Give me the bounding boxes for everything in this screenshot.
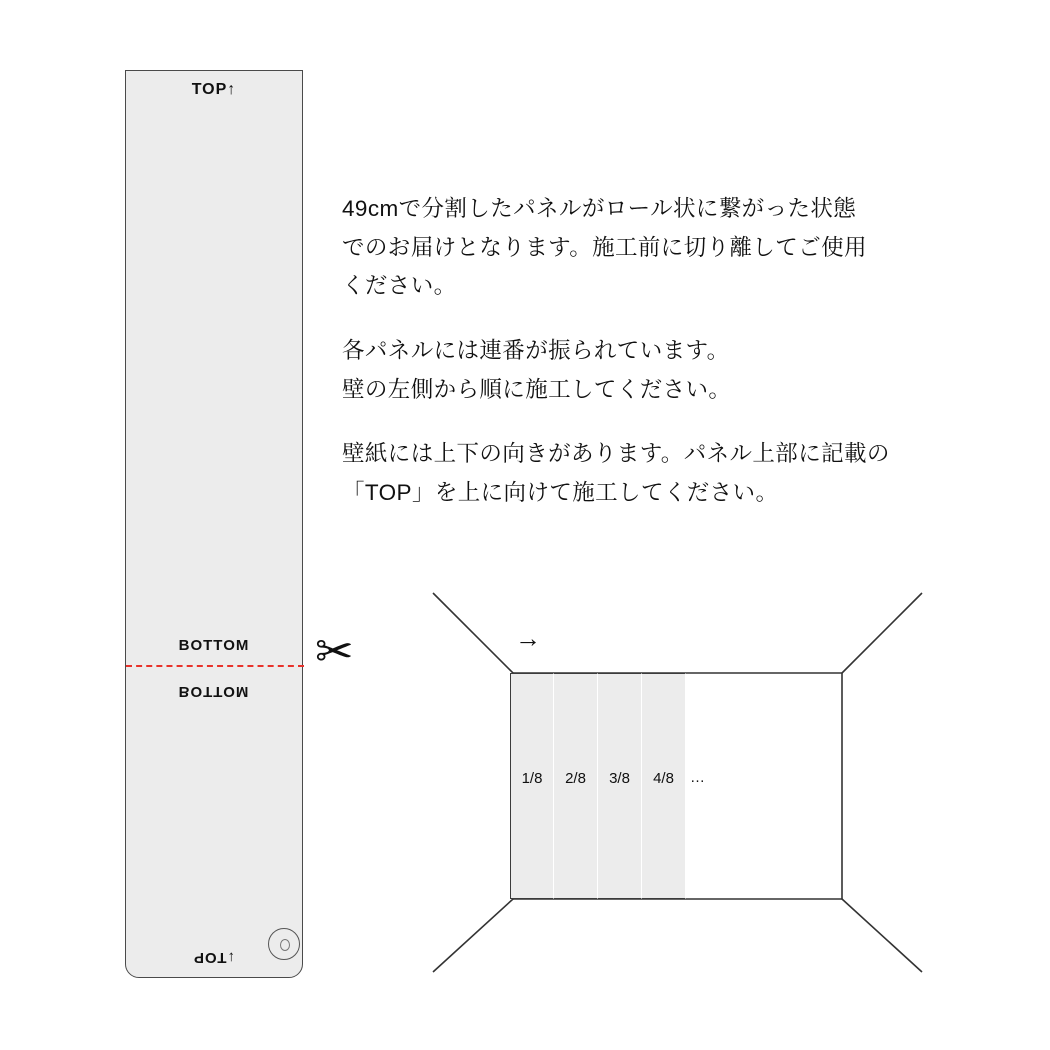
direction-arrow: → xyxy=(515,623,541,653)
wall-panel xyxy=(510,673,554,899)
roll-core-hole xyxy=(280,939,290,951)
paragraph-spacer xyxy=(342,409,942,435)
roll-body xyxy=(125,70,303,978)
wall-panel-label: 3/8 xyxy=(609,770,630,787)
instruction-p1-l1: 49cmで分割したパネルがロール状に繋がった状態 xyxy=(342,196,857,221)
wall-panel-label: 1/8 xyxy=(521,770,543,787)
wall-panel-label: 4/8 xyxy=(653,770,674,787)
roll-bottom-label-upper: BOTTOM xyxy=(178,637,250,654)
instruction-p1-l3: ください。 xyxy=(342,273,457,299)
roll-bottom-label-lower: BOTTOM xyxy=(178,683,250,700)
instruction-p3-l2: 「TOP」を上に向けて施工してください。 xyxy=(342,480,779,506)
roll-top-label-mirrored: ↓TOP xyxy=(192,949,236,966)
wall-panel-group xyxy=(510,673,686,899)
cut-line xyxy=(126,665,304,667)
instruction-p3-l1: 壁紙には上下の向きがあります。パネル上部に記載の xyxy=(342,441,890,467)
instruction-p2-l1: 各パネルには連番が振られています。 xyxy=(342,338,730,364)
wall-panel xyxy=(598,673,642,899)
instruction-text xyxy=(342,190,942,513)
instruction-p2-l2: 壁の左側から順に施工してください。 xyxy=(342,376,732,402)
paragraph-spacer xyxy=(342,306,942,332)
wallpaper-roll-illustration xyxy=(125,70,305,980)
wall-panel xyxy=(642,673,686,899)
roll-top-label: TOP↑ xyxy=(191,81,237,98)
scissors-icon: ✂ xyxy=(315,625,354,677)
instruction-p1-l2: でのお届けとなります。施工前に切り離してご使用 xyxy=(342,234,867,260)
roll-core-icon xyxy=(268,928,300,960)
wall-panel-label: 2/8 xyxy=(565,770,586,787)
wall-panel xyxy=(554,673,598,899)
wall-panel-ellipsis: … xyxy=(690,769,705,786)
room-diagram xyxy=(425,585,930,980)
